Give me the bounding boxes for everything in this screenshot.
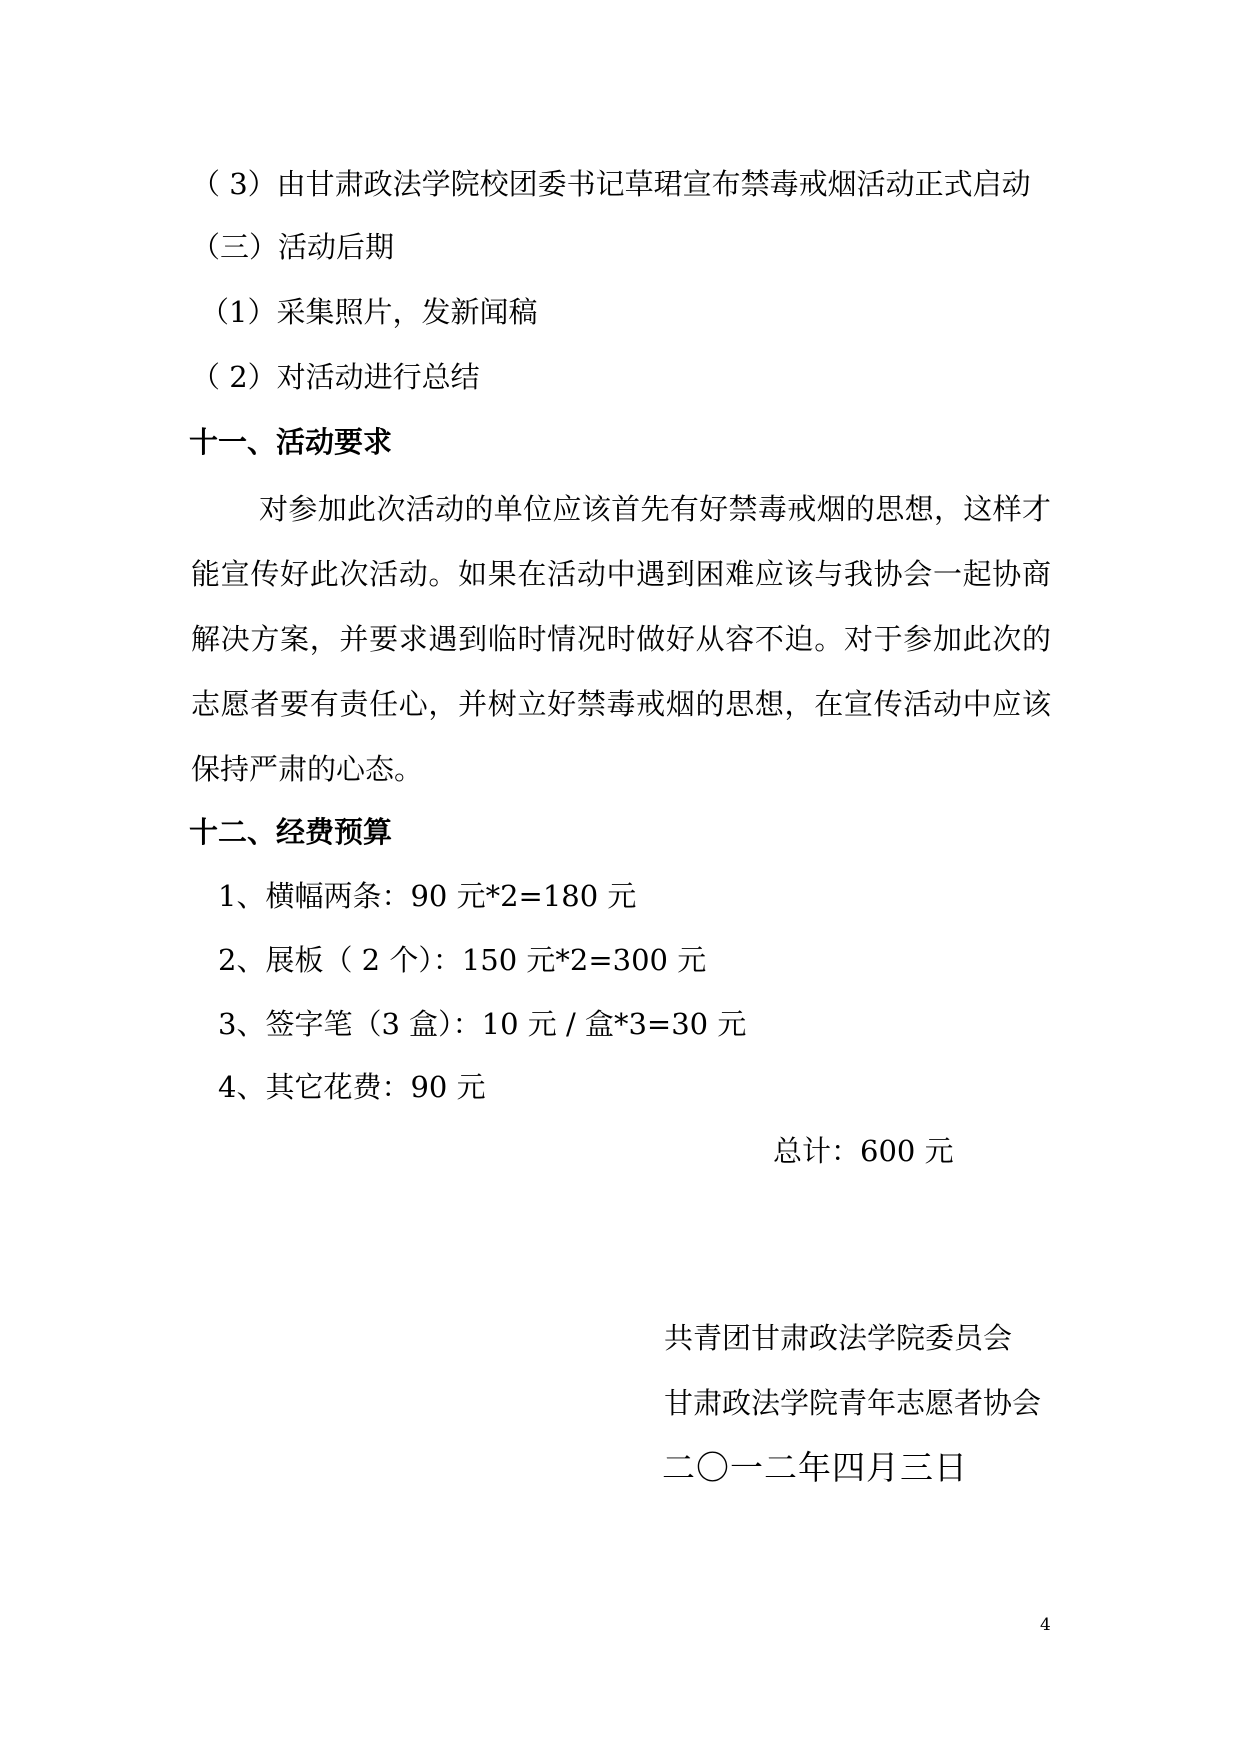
budget-item: 1、横幅两条：90 元*2=180 元: [218, 879, 637, 913]
signature-date: 二〇一二年四月三日: [662, 1448, 968, 1487]
requirements-heading: 十一、活动要求: [189, 425, 393, 459]
schedule-item-photos: （1）采集照片，发新闻稿: [200, 295, 538, 329]
signature-org-committee: 共青团甘肃政法学院委员会: [664, 1321, 1013, 1355]
budget-heading: 十二、经费预算: [189, 815, 393, 849]
signature-org-volunteers: 甘肃政法学院青年志愿者协会: [664, 1386, 1042, 1420]
budget-total: 总计：600 元: [773, 1134, 954, 1168]
schedule-item-summary: （ 2）对活动进行总结: [191, 360, 480, 394]
requirements-paragraph: 对参加此次活动的单位应该首先有好禁毒戒烟的思想，这样才能宣传好此次活动。如果在活动中遇到困难应该与我协会一起协商解决方案，并要求遇到临时情况时做好从容不迫。对于参加此次的志愿者要有责任心，并树立好禁毒戒烟的思想，在宣传活动中应该保持严肃的心态。: [191, 492, 1051, 786]
budget-item: 4、其它花费：90 元: [218, 1070, 486, 1104]
phase-three-heading: （三）活动后期: [191, 230, 395, 264]
schedule-item-launch: （ 3）由甘肃政法学院校团委书记草珺宣布禁毒戒烟活动正式启动: [191, 167, 1031, 201]
budget-item: 2、展板（ 2 个）：150 元*2=300 元: [218, 943, 707, 977]
page-number: 4: [1040, 1615, 1051, 1635]
budget-item: 3、签字笔（3 盒）：10 元 / 盒*3=30 元: [218, 1007, 747, 1041]
